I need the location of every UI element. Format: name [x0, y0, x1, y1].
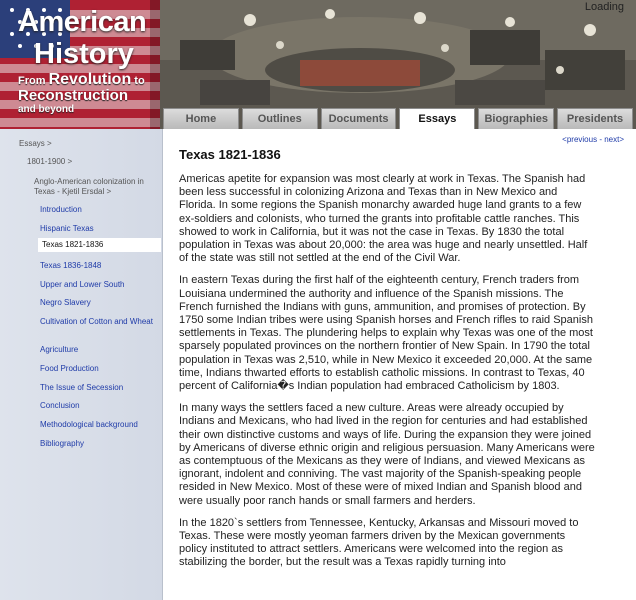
logo-line-history: History — [34, 38, 134, 70]
sidebar — [0, 129, 163, 600]
next-link[interactable]: next> — [604, 135, 624, 144]
tab-outlines[interactable]: Outlines — [242, 108, 318, 129]
sidebar-item-agriculture[interactable]: Agriculture — [40, 345, 79, 354]
tab-presidents[interactable]: Presidents — [557, 108, 633, 129]
sidebar-item-conclusion[interactable]: Conclusion — [40, 401, 80, 410]
article-paragraph: In eastern Texas during the first half of the eighteenth century, French traders from Louisiana undermined the authority and influence of the Spanish missions. The French furnished the Indians with guns, ammunition, and promises of protection. By 1750 some Indian tribes were using Spanish horses and French rifles to raid Spanish settlements in Texas. The plundering helps to explain why Texas was one of the most sparsely populated provinces on the northern frontier of New Spain. In 1790 the total population in Texas was 2,510, while in New Mexico it exceeded 20,000. At the same time, Indians thwarted efforts to establish catholic missions. In contrast to Texas, 40 percent of California�s Indian population had embraced Catholicism by 1803. — [179, 274, 593, 393]
logo-line-american: American — [18, 6, 147, 38]
article-paragraph: In many ways the settlers faced a new culture. Areas were already occupied by Indians and Mexicans, who had lived in the region for centuries and had established their own distinctive customs and ways of life. During the expansion they were joined by Americans of diverse ethnic origin and religious persuasion. Many Americans were as contemptuous of the Mexicans as they were of Indians, and viewed Mexicans as ignorant, indolent and conniving. The vast majority of the Spanish-speaking people resided in New Mexico. Most of these were of mixed Indian and Spanish blood and were usually poor ranch hands or small farmers and herders. — [179, 402, 595, 507]
sidebar-item-introduction[interactable]: Introduction — [40, 205, 82, 214]
main-content — [163, 129, 636, 600]
pager-separator: - — [597, 135, 605, 144]
logo-line-beyond: and beyond — [18, 104, 75, 115]
sidebar-item-negro-slavery[interactable]: Negro Slavery — [40, 298, 91, 307]
article-paragraph: In the 1820`s settlers from Tennessee, Kentucky, Arkansas and Missouri moved to Texas. These were mostly yeoman farmers driven by the Mexican governments policy instituted to attract settlers. Americans were welcomed into the region as stabilizing the border, but the result was a Texas rapidly turning into — [179, 516, 579, 569]
sidebar-item-hispanic-texas[interactable]: Hispanic Texas — [40, 224, 94, 233]
sidebar-item-secession[interactable]: The Issue of Secession — [40, 383, 124, 392]
loading-status: Loading — [584, 1, 624, 13]
sidebar-item-bibliography[interactable]: Bibliography — [40, 439, 85, 448]
logo-line-reconstruction: Reconstruction — [18, 87, 129, 104]
site-logo[interactable] — [18, 6, 146, 116]
breadcrumb-period[interactable]: 1801-1900 > — [27, 157, 73, 166]
pager — [562, 135, 624, 144]
logo-line-revolution: From Revolution to — [18, 71, 145, 88]
sidebar-item-texas-1821-1836[interactable]: Texas 1821-1836 — [38, 238, 161, 252]
sidebar-item-upper-lower-south[interactable]: Upper and Lower South — [40, 280, 125, 289]
main-tabs — [163, 108, 633, 129]
sidebar-item-methodological[interactable]: Methodological background — [40, 420, 138, 429]
tab-home[interactable]: Home — [163, 108, 239, 129]
article-body — [179, 173, 595, 579]
sidebar-item-food-production[interactable]: Food Production — [40, 364, 99, 373]
tab-essays[interactable]: Essays — [399, 108, 475, 129]
article-paragraph: Americas apetite for expansion was most clearly at work in Texas. The Spanish had been less successful in colonizing Arizona and Texas than in New Mexico and Florida. In some regions the Spanish monarchy awarded huge land grants to a few ex-soldiers and colonists, who turned the grants into profitable cattle ranches. This showed to work in California, but it was not the case in Texas. By 1830 the total population in Texas was about 20,000: the area was huge and nearly unsettled. Half of the state was still not settled at the end of the Civil War. — [179, 173, 588, 265]
breadcrumb-essays[interactable]: Essays > — [19, 139, 52, 148]
sidebar-item-texas-1836-1848[interactable]: Texas 1836-1848 — [40, 261, 102, 270]
sidebar-item-cotton-wheat[interactable]: Cultivation of Cotton and Wheat — [40, 317, 153, 326]
breadcrumb-essay[interactable]: Anglo-American colonization in Texas - Kjetil Ersdal > — [34, 177, 144, 196]
tab-documents[interactable]: Documents — [321, 108, 397, 129]
previous-link[interactable]: <previous — [562, 135, 598, 144]
tab-biographies[interactable]: Biographies — [478, 108, 554, 129]
page-title: Texas 1821-1836 — [179, 147, 281, 162]
